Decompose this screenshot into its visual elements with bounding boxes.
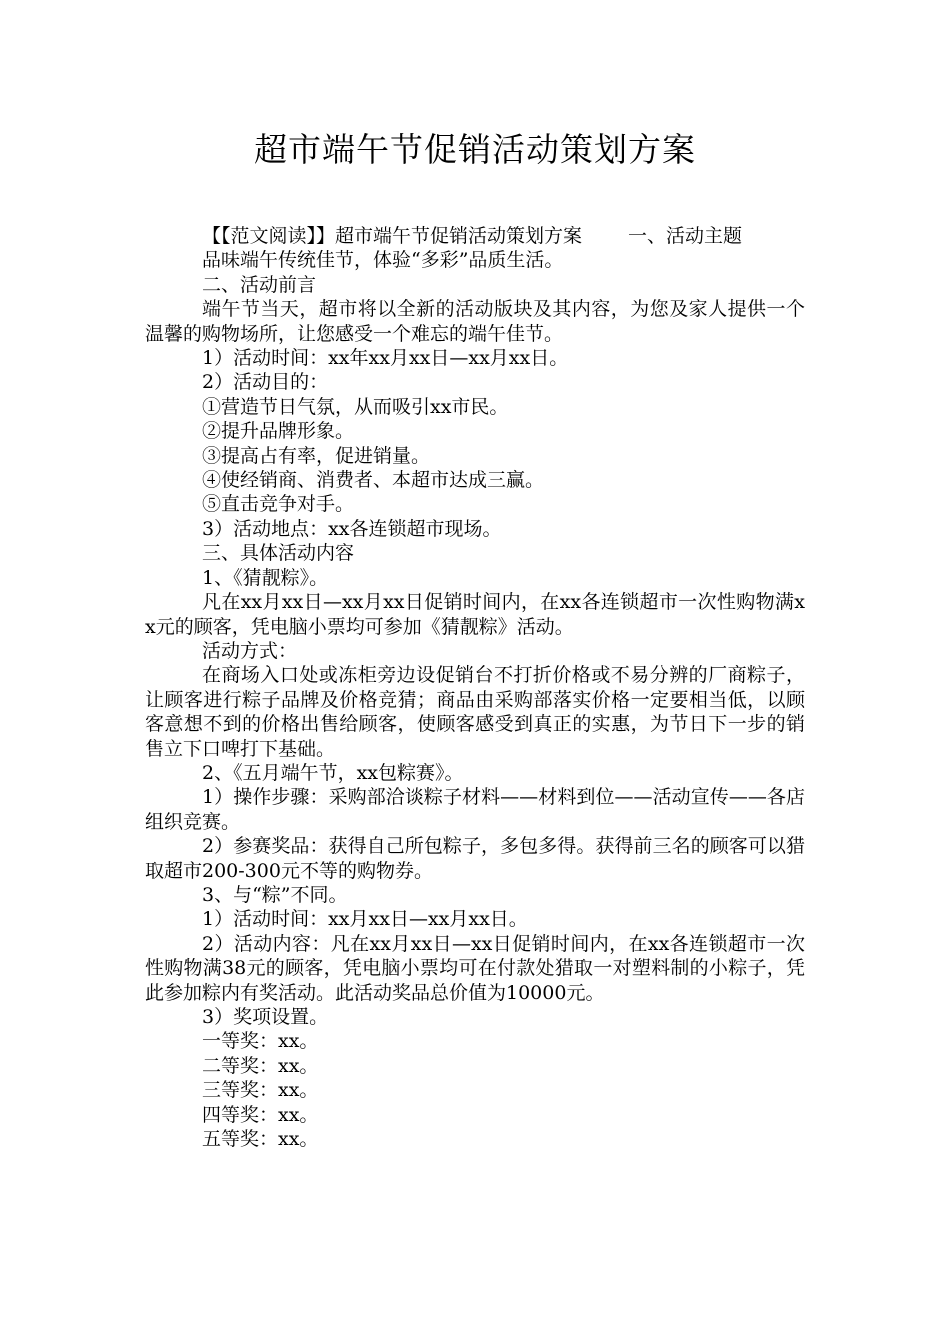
document-body [145, 224, 805, 1151]
paragraph: 凡在xx月xx日—xx月xx日促销时间内，在xx各连锁超市一次性购物满xx元的顾客，凭电脑小票均可参加《猜靓粽》活动。 [145, 591, 805, 638]
paragraph: 1）操作步骤：采购部洽谈粽子材料——材料到位——活动宣传——各店组织竞赛。 [145, 786, 805, 833]
paragraph: 1）活动时间：xx年xx月xx日—xx月xx日。 [202, 347, 569, 370]
section-heading-theme: 一、活动主题 [628, 225, 743, 247]
intro-reading-label: 【【范文阅读】】超市端午节促销活动策划方案 [202, 225, 583, 247]
prize-item: 四等奖：xx。 [202, 1103, 319, 1126]
prize-item: 一等奖：xx。 [202, 1030, 319, 1053]
paragraph: 2）参赛奖品：获得自己所包粽子，多包多得。获得前三名的顾客可以猎取超市200-300元不等的购物券。 [145, 835, 805, 882]
prize-item: 三等奖：xx。 [202, 1079, 319, 1102]
subsection-heading: 2、《五月端午节，xx包粽赛》。 [202, 761, 464, 784]
paragraph: 活动方式： [202, 639, 298, 662]
paragraph: 3）活动地点：xx各连锁超市现场。 [202, 517, 502, 540]
paragraph: 3）奖项设置。 [202, 1006, 329, 1028]
prize-item: 二等奖：xx。 [202, 1054, 319, 1077]
paragraph: 端午节当天，超市将以全新的活动版块及其内容，为您及家人提供一个温馨的购物场所，让您感受一个难忘的端午佳节。 [145, 298, 805, 345]
paragraph: 2）活动内容：凡在xx月xx日—xx日促销时间内，在xx各连锁超市一次性购物满38元的顾客，凭电脑小票均可在付款处猎取一对塑料制的小粽子，凭此参加粽内有奖活动。此活动奖品总价值为10000元。 [145, 932, 805, 1004]
list-item: ③提高占有率，促进销量。 [202, 444, 431, 467]
subsection-heading: 1、《猜靓粽》。 [202, 566, 329, 589]
paragraph: 2）活动目的： [202, 371, 329, 394]
section-heading: 二、活动前言 [202, 273, 317, 296]
list-item: ①营造节日气氛，从而吸引xx市民。 [202, 395, 509, 418]
list-item: ④使经销商、消费者、本超市达成三赢。 [202, 469, 545, 492]
list-item: ②提升品牌形象。 [202, 420, 355, 443]
list-item: ⑤直击竞争对手。 [202, 493, 355, 516]
intro-paragraph [145, 224, 805, 248]
paragraph: 在商场入口处或冻柜旁边设促销台不打折价格或不易分辨的厂商粽子，让顾客进行粽子品牌及价格竞猜；商品由采购部落实价格一定要相当低，以顾客意想不到的价格出售给顾客，使顾客感受到真正的实惠，为节日下一步的销售立下口啤打下基础。 [145, 664, 805, 760]
subsection-heading: 3、与“粽”不同。 [202, 883, 348, 906]
document-title: 超市端午节促销活动策划方案 [254, 130, 696, 169]
prize-item: 五等奖：xx。 [202, 1128, 319, 1151]
paragraph: 1）活动时间：xx月xx日—xx月xx日。 [202, 908, 528, 931]
paragraph: 品味端午传统佳节，体验“多彩”品质生活。 [202, 249, 564, 272]
section-heading: 三、具体活动内容 [202, 542, 355, 565]
